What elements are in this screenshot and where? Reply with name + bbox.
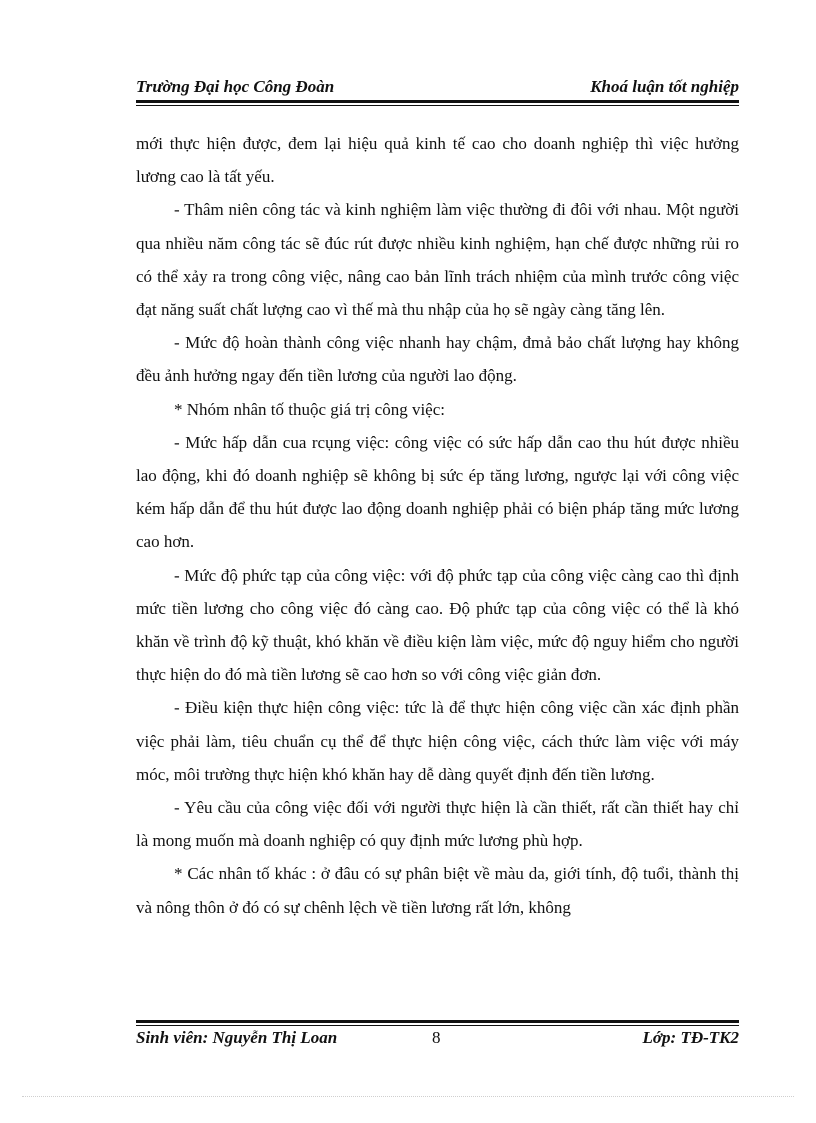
- paragraph: - Yêu cầu của công việc đối với người thực hiện là cần thiết, rất cần thiết hay chỉ là mong muốn mà doanh nghiệp có quy định mức lương phù hợp.: [136, 798, 739, 851]
- page-header: [136, 74, 739, 100]
- page-bottom-border: [22, 1096, 794, 1097]
- paragraph: - Mức độ phức tạp của công việc: với độ phức tạp của công việc càng cao thì định mức tiền lương cho công việc đó càng cao. Độ phức tạp của công việc có thể là khó khăn về trình độ kỹ thuật, khó khăn về điều kiện làm việc, mức độ nguy hiểm cho người thực hiện do đó mà tiền lương sẽ cao hơn so với công việc giản đơn.: [136, 565, 739, 685]
- paragraph: - Mức độ hoàn thành công việc nhanh hay chậm, đmả bảo chất lượng hay không đều ảnh hưởng ngay đến tiền lương của người lao động.: [136, 333, 739, 386]
- paragraph: * Nhóm nhân tố thuộc giá trị công việc:: [174, 399, 445, 419]
- paragraph: - Điều kiện thực hiện công việc: tức là để thực hiện công việc cần xác định phần việc phải làm, tiêu chuẩn cụ thể để thực hiện công việc, cách thức làm việc với máy móc, môi trường thực hiện khó khăn hay dễ dàng quyết định đến tiền lương.: [136, 698, 739, 784]
- body-text: [136, 127, 739, 924]
- header-school-name: Trường Đại học Công Đoàn: [136, 77, 335, 96]
- paragraph: - Mức hấp dẫn cua rcụng việc: công việc có sức hấp dẫn cao thu hút được nhiều lao động, khi đó doanh nghiệp sẽ không bị sức ép tăng lương, ngược lại với công việc kém hấp dẫn để thu hút được lao động doanh nghiệp phải có biện pháp tăng mức lương cao hơn.: [136, 432, 739, 552]
- footer-page-number: 8: [432, 1028, 441, 1047]
- footer-class-label: Lớp: TĐ-TK2: [642, 1028, 739, 1047]
- page-footer: [136, 1028, 739, 1052]
- footer-student-name: Sinh viên: Nguyễn Thị Loan: [136, 1028, 338, 1047]
- footer-divider: [136, 1020, 739, 1026]
- header-divider: [136, 100, 739, 106]
- header-document-type: Khoá luận tốt nghiệp: [590, 77, 739, 96]
- paragraph: - Thâm niên công tác và kinh nghiệm làm việc thường đi đôi với nhau. Một người qua nhiều năm công tác sẽ đúc rút được nhiều kinh nghiệm, hạn chế được những rủi ro có thể xảy ra trong công việc, nâng cao bản lĩnh trách nhiệm của mình trước công việc đạt năng suất chất lượng cao vì thế mà thu nhập của họ sẽ ngày càng tăng lên.: [136, 200, 739, 320]
- paragraph: * Các nhân tố khác : ở đâu có sự phân biệt về màu da, giới tính, độ tuổi, thành thị và nông thôn ở đó có sự chênh lệch về tiền lương rất lớn, không: [136, 864, 739, 917]
- paragraph: mới thực hiện được, đem lại hiệu quả kinh tế cao cho doanh nghiệp thì việc hưởng lương cao là tất yếu.: [136, 134, 739, 187]
